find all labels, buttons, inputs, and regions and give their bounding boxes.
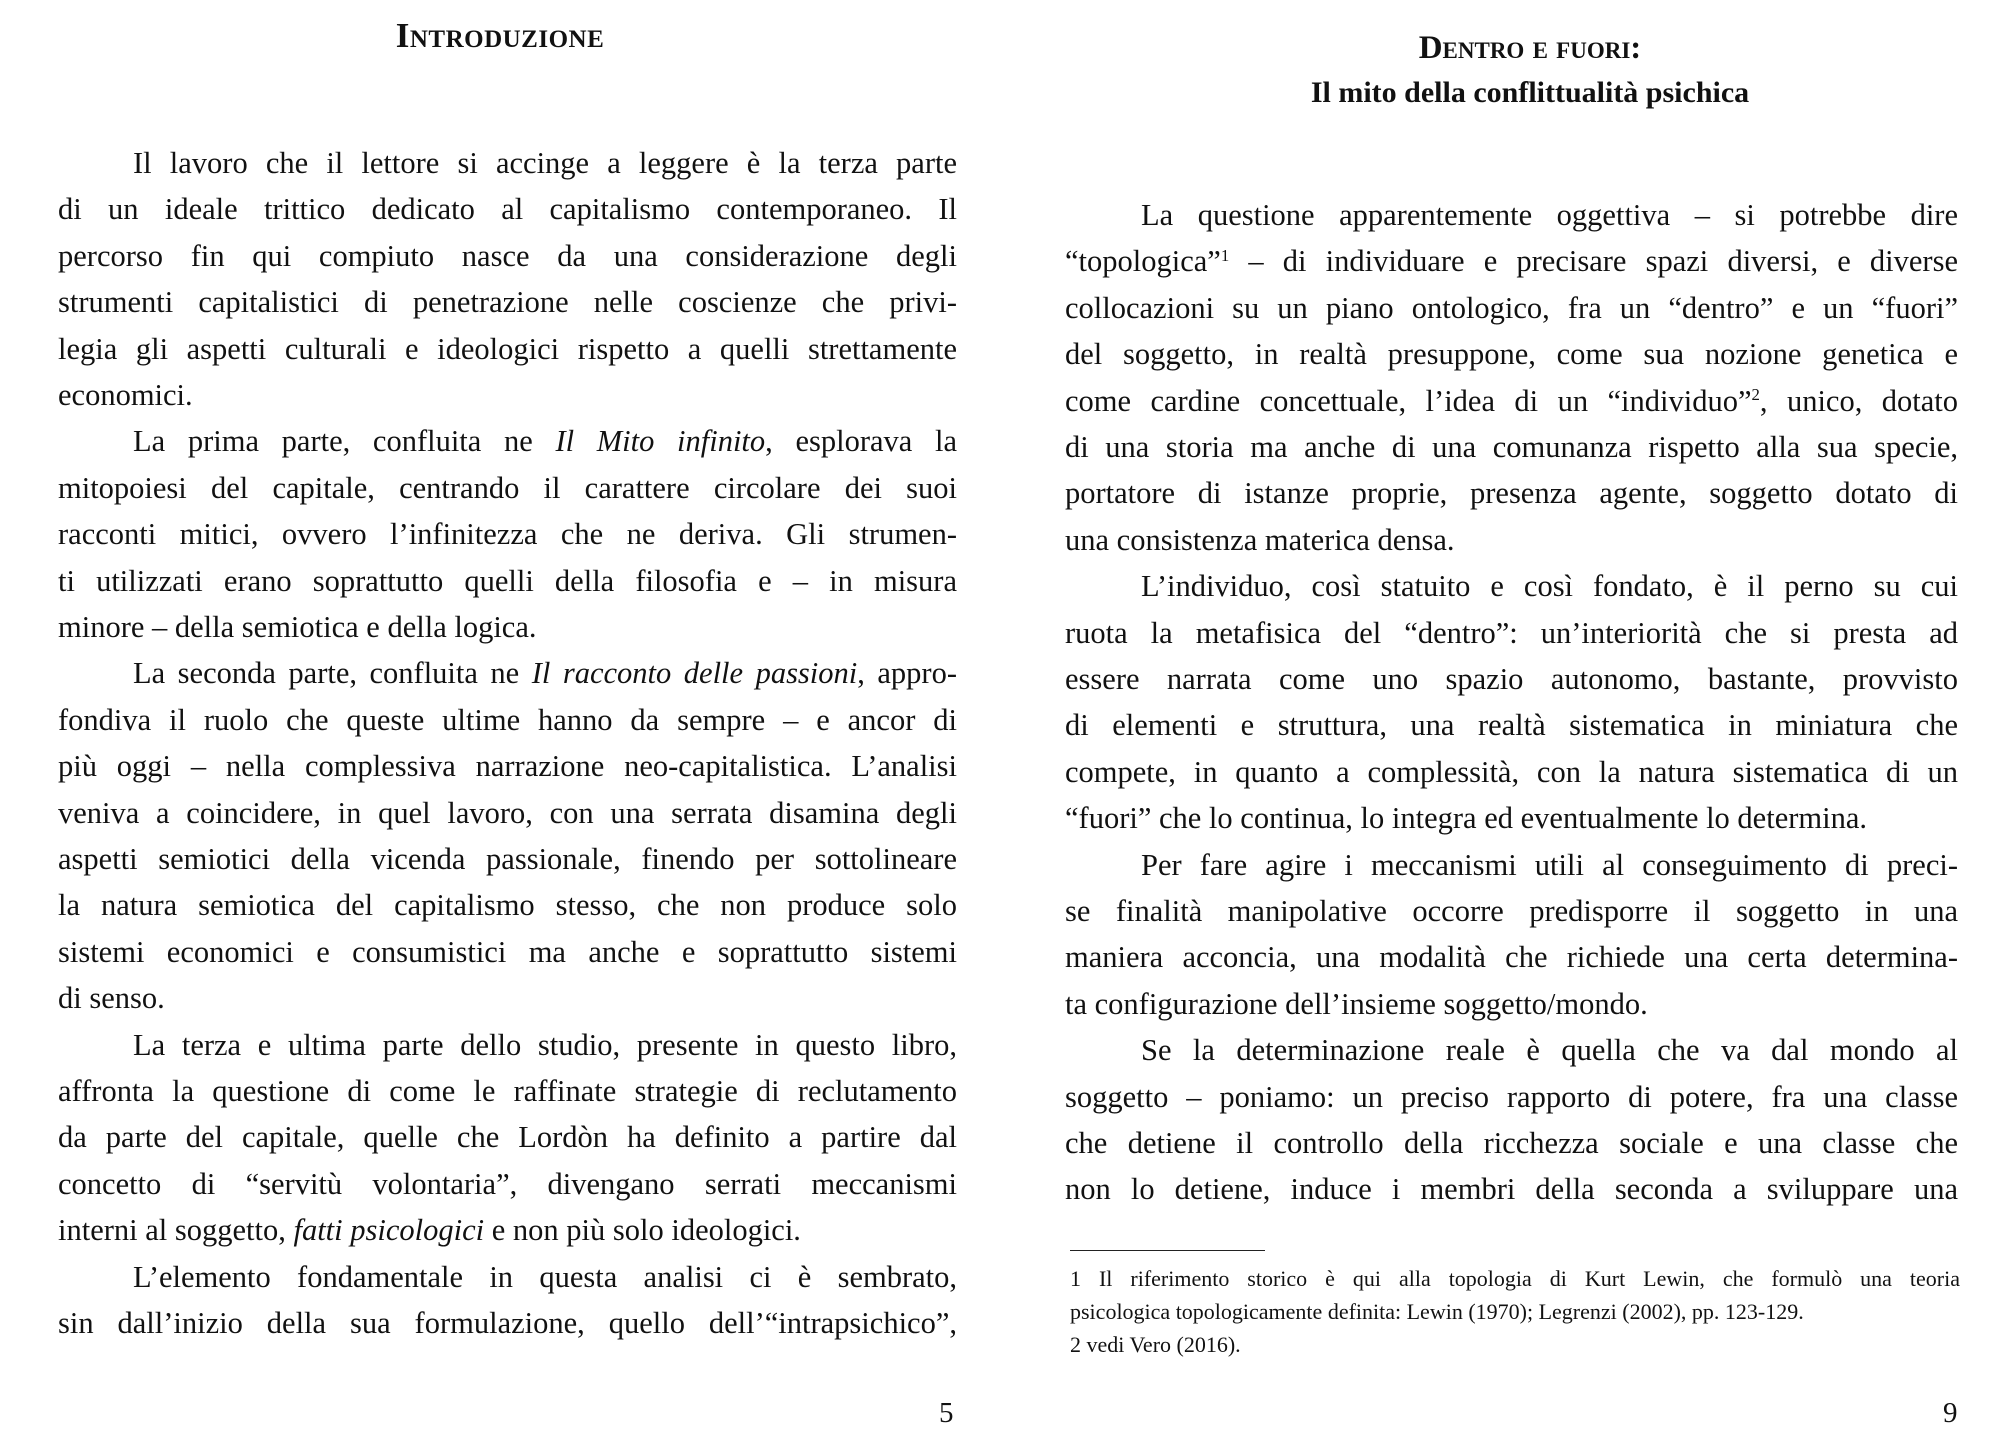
line-text: interni al soggetto, — [58, 1213, 294, 1248]
text-line — [58, 1117, 957, 1157]
text-line — [1065, 241, 1958, 281]
line-text: veniva a coincidere, in quel lavoro, con una serrata disamina degli — [58, 795, 957, 830]
italic-title: Il racconto delle passioni — [531, 656, 858, 691]
footnote-ref[interactable]: 2 — [1751, 385, 1760, 405]
text-line — [58, 978, 957, 1018]
text-line — [1065, 1169, 1958, 1209]
line-text: di elementi e struttura, una realtà sistematica in miniatura che — [1065, 708, 1958, 743]
line-text: da parte del capitale, quelle che Lordòn ha definito a partire dal — [58, 1120, 957, 1155]
text-line — [58, 1071, 957, 1111]
footnote-ref[interactable]: 1 — [1220, 246, 1230, 265]
text-line — [1065, 1123, 1958, 1163]
line-text: La questione apparentemente oggettiva – si potrebbe dire — [1141, 198, 1958, 232]
text-line — [133, 1025, 957, 1065]
line-text: – di individuare e precisare spazi diversi, e diverse — [1229, 244, 1958, 279]
text-line — [58, 607, 957, 647]
text-line — [58, 700, 957, 740]
text-line — [58, 375, 957, 415]
line-text: affronta la questione di come le raffinate strategie di reclutamento — [58, 1074, 957, 1108]
text-line — [58, 746, 957, 786]
text-line — [1065, 984, 1958, 1024]
text-line — [133, 421, 957, 461]
text-line — [58, 514, 957, 554]
chapter-title: Dentro e fuori: — [1418, 30, 1642, 66]
line-text: La terza e ultima parte dello studio, presente in questo libro, — [133, 1027, 957, 1062]
line-text: sin dall’inizio della sua formulazione, quello dell’“intrapsichico”, — [58, 1306, 957, 1340]
line-text: , unico, dotato — [1759, 383, 1958, 418]
right-page — [1000, 0, 2000, 1429]
line-text: una consistenza materica densa. — [1065, 522, 1455, 557]
line-text: portatore di istanze proprie, presenza agente, soggetto dotato di — [1065, 476, 1958, 511]
line-text: ruota la metafisica del “dentro”: un’interiorità che si presta ad — [1065, 615, 1958, 650]
text-line — [58, 885, 957, 925]
line-text: Il lavoro che il lettore si accinge a leggere è la terza parte — [133, 146, 957, 180]
text-line — [58, 793, 957, 833]
text-line — [133, 143, 957, 183]
line-text: se finalità manipolative occorre predisporre il soggetto in una — [1065, 894, 1958, 928]
italic-title: fatti psicologici — [293, 1213, 485, 1248]
line-text: “topologica” — [1065, 244, 1221, 279]
line-text: “fuori” che lo continua, lo integra ed eventualmente lo determina. — [1065, 801, 1867, 836]
text-line — [1065, 937, 1958, 977]
line-text: maniera acconcia, una modalità che richiede una certa determina- — [1065, 940, 1958, 975]
line-text: più oggi – nella complessiva narrazione neo-capitalistica. L’analisi — [58, 749, 957, 784]
text-line — [1065, 381, 1958, 421]
line-text: percorso fin qui compiuto nasce da una considerazione degli — [58, 238, 957, 273]
text-line — [58, 236, 957, 276]
line-text: La prima parte, confluita ne — [133, 424, 556, 459]
line-text: racconti mitici, ovvero l’infinitezza che ne deriva. Gli strumen- — [58, 517, 957, 552]
line-text: strumenti capitalistici di penetrazione nelle coscienze che privi- — [58, 285, 957, 320]
line-text: Se la determinazione reale è quella che va dal mondo al — [1141, 1033, 1958, 1068]
text-line — [58, 282, 957, 322]
text-line — [58, 1164, 957, 1204]
text-line — [1065, 659, 1958, 699]
line-text: che detiene il controllo della ricchezza sociale e una classe che — [1065, 1126, 1958, 1160]
text-line — [1065, 752, 1958, 792]
page-number: 9 — [1943, 1397, 1958, 1429]
text-line — [58, 1210, 957, 1250]
line-text: aspetti semiotici della vicenda passionale, finendo per sottolineare — [58, 842, 957, 876]
line-text: come cardine concettuale, l’idea di un “individuo” — [1065, 383, 1752, 418]
text-line — [1065, 288, 1958, 328]
text-line — [1065, 891, 1958, 931]
text-line — [58, 1303, 957, 1343]
line-text: economici. — [58, 378, 193, 412]
text-line — [1065, 473, 1958, 513]
text-line — [1065, 705, 1958, 745]
text-line — [133, 653, 957, 693]
italic-title: Il Mito infinito — [555, 424, 766, 459]
line-text: concetto di “servitù volontaria”, divengano serrati meccanismi — [58, 1166, 957, 1201]
line-text: legia gli aspetti culturali e ideologici rispetto a quelli strettamente — [58, 331, 957, 366]
text-line — [58, 561, 957, 601]
line-text: ta configurazione dell’insieme soggetto/mondo. — [1065, 986, 1648, 1021]
text-line — [58, 839, 957, 879]
line-text: compete, in quanto a complessità, con la natura sistematica di un — [1065, 754, 1958, 789]
text-line — [1065, 1077, 1958, 1117]
line-text: mitopoiesi del capitale, centrando il carattere circolare dei suoi — [58, 470, 957, 505]
page-number: 5 — [939, 1397, 954, 1429]
text-line — [58, 468, 957, 508]
line-text: collocazioni su un piano ontologico, fra un “dentro” e un “fuori” — [1065, 290, 1958, 325]
line-text: L’individuo, così statuito e così fondato, è il perno su cui — [1141, 569, 1958, 604]
line-text: L’elemento fondamentale in questa analisi ci è sembrato, — [133, 1259, 957, 1294]
footnote: 2 vedi Vero (2016). — [1070, 1332, 1241, 1357]
line-text: del soggetto, in realtà presuppone, come sua nozione genetica e — [1065, 337, 1958, 372]
line-text: essere narrata come uno spazio autonomo, bastante, provvisto — [1065, 662, 1958, 696]
text-line — [1141, 1030, 1958, 1070]
text-line — [1141, 195, 1958, 235]
line-text: non lo detiene, induce i membri della seconda a sviluppare una — [1065, 1172, 1958, 1207]
text-line — [1065, 520, 1958, 560]
text-line — [133, 1257, 957, 1297]
text-line — [58, 189, 957, 229]
line-text: , esplorava la — [765, 424, 957, 459]
line-text: minore – della semiotica e della logica. — [58, 610, 537, 644]
text-line — [1141, 845, 1958, 885]
text-line — [1065, 427, 1958, 467]
line-text: sistemi economici e consumistici ma anche e soprattutto sistemi — [58, 934, 957, 969]
chapter-title: Introduzione — [395, 16, 605, 55]
line-text: soggetto – poniamo: un preciso rapporto di potere, fra una classe — [1065, 1079, 1958, 1114]
line-text: di un ideale trittico dedicato al capitalismo contemporaneo. Il — [58, 192, 957, 227]
line-text: fondiva il ruolo che queste ultime hanno da sempre – e ancor di — [58, 702, 957, 737]
text-line — [1065, 798, 1958, 838]
line-text: la natura semiotica del capitalismo stesso, che non produce solo — [58, 888, 957, 923]
line-text: ti utilizzati erano soprattutto quelli della filosofia e – in misura — [58, 563, 957, 598]
line-text: , appro- — [857, 656, 958, 691]
line-text: La seconda parte, confluita ne — [133, 656, 532, 691]
line-text: di senso. — [58, 981, 165, 1016]
line-text: e non più solo ideologici. — [484, 1213, 801, 1248]
footnote: psicologica topologicamente definita: Lewin (1970); Legrenzi (2002), pp. 123-129. — [1070, 1299, 1804, 1324]
chapter-subtitle: Il mito della conflittualità psichica — [1310, 76, 1750, 109]
footnote: 1 Il riferimento storico è qui alla topologia di Kurt Lewin, che formulò una teoria — [1070, 1266, 1960, 1291]
line-text: Per fare agire i meccanismi utili al conseguimento di preci- — [1141, 847, 1958, 882]
text-line — [1065, 334, 1958, 374]
footnote-separator — [1070, 1250, 1265, 1251]
text-line — [58, 329, 957, 369]
text-line — [1065, 613, 1958, 653]
line-text: di una storia ma anche di una comunanza rispetto alla sua specie, — [1065, 430, 1958, 464]
text-line — [58, 932, 957, 972]
text-line — [1141, 566, 1958, 606]
